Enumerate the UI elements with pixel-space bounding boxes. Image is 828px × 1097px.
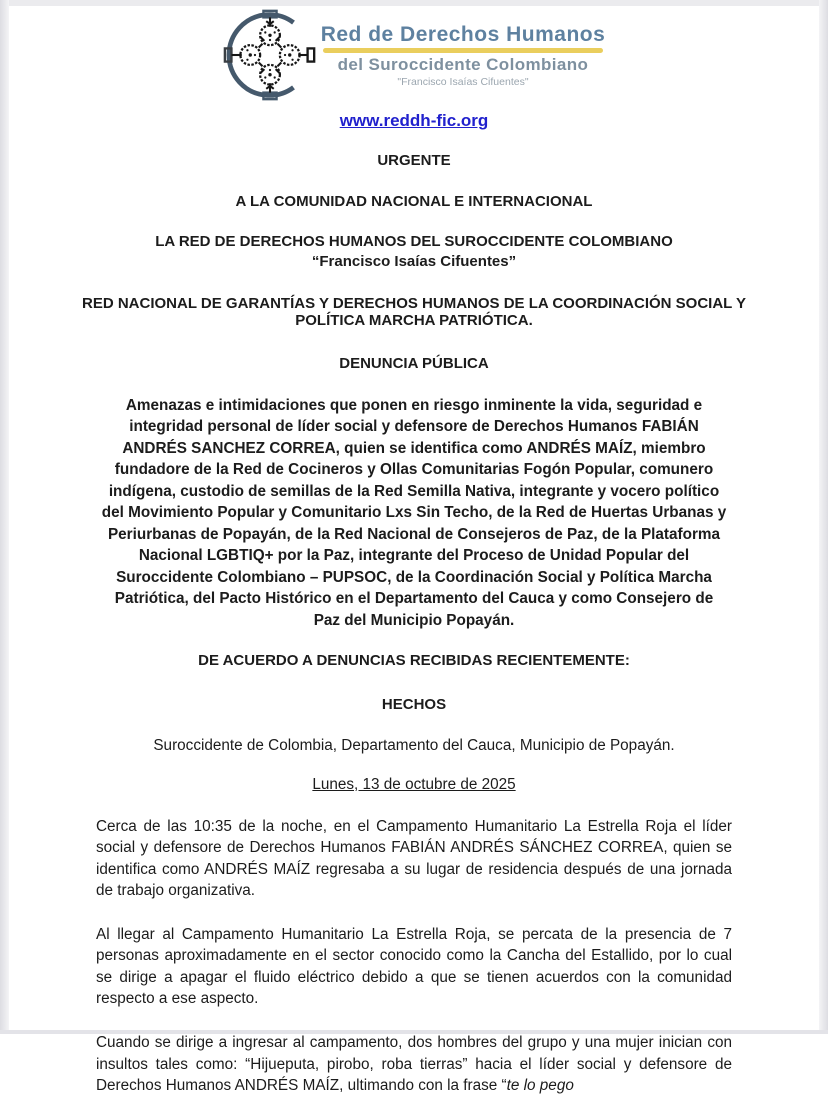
org-tagline: "Francisco Isaías Cifuentes" <box>397 76 529 88</box>
heading-denuncia-publica: DENUNCIA PÚBLICA <box>339 355 489 373</box>
facts-paragraph-3-text: Cuando se dirige a ingresar al campamento, dos hombres del grupo y una mujer inician con insultos tales como: “Hijueputa, pirobo, roba tierras” hacia el líder social y defensore de Derechos Humanos ANDRÉS MAÍZ, ultimando con la frase “ <box>96 1034 732 1095</box>
facts-paragraph-1: Cerca de las 10:35 de la noche, en el Campamento Humanitario La Estrella Roja el líder social y defensore de Derechos Humanos FABIÁN ANDRÉS SÁNCHEZ CORREA, quien se identifica como ANDRÉS MAÍZ regresaba a su lugar de residencia después de una jornada de trabajo organizativa. <box>96 817 732 900</box>
heading-audience: A LA COMUNIDAD NACIONAL E INTERNACIONAL <box>235 192 593 210</box>
facts-paragraph-3 <box>96 1032 732 1097</box>
location-line: Suroccidente de Colombia, Departamento del Cauca, Municipio de Popayán. <box>153 736 675 754</box>
website-link[interactable]: www.reddh-fic.org <box>339 111 489 130</box>
heading-national-network: RED NACIONAL DE GARANTÍAS Y DERECHOS HUMANOS DE LA COORDINACIÓN SOCIAL Y POLÍTICA MARCHA PATRIÓTICA. <box>82 294 746 330</box>
org-underline-bar <box>323 48 604 53</box>
page-edge-left <box>0 0 9 1034</box>
heading-de-acuerdo: DE ACUERDO A DENUNCIAS RECIBIDAS RECIENTEMENTE: <box>198 652 630 670</box>
facts-paragraph-2: Al llegar al Campamento Humanitario La Estrella Roja, se percata de la presencia de 7 personas aproximadamente en el sector conocido como la Cancha del Estallido, por lo cual se dirige a apagar el fluido eléctrico debido a que se tienen acuerdos con la comunidad respecto a ese aspecto. <box>96 925 732 1008</box>
facts-paragraph-3-quote: te lo pego <box>506 1077 574 1095</box>
org-subname: del Suroccidente Colombiano <box>337 55 589 74</box>
org-name: Red de Derechos Humanos <box>320 23 606 46</box>
heading-urgente: URGENTE <box>377 152 451 169</box>
heading-hechos: HECHOS <box>381 695 447 713</box>
heading-network-subtitle: “Francisco Isaías Cifuentes” <box>311 253 517 271</box>
heading-network-title: LA RED DE DERECHOS HUMANOS DEL SUROCCIDENTE COLOMBIANO <box>155 233 673 251</box>
website-row <box>0 111 828 131</box>
letterhead-text <box>321 8 606 88</box>
page-edge-right <box>819 0 828 1034</box>
date-line: Lunes, 13 de octubre de 2025 <box>312 775 516 793</box>
intro-paragraph: Amenazas e intimidaciones que ponen en riesgo inminente la vida, seguridad e integridad personal de líder social y defensore de Derechos Humanos FABIÁN ANDRÉS SANCHEZ CORREA, quien se identifica como ANDRÉS MAÍZ, miembro fundadore de la Red de Cocineros y Ollas Comunitarias Fogón Popular, comunero indígena, custodio de semillas de la Red Semilla Nativa, integrante y vocero político del Movimiento Popular y Comunitario Lxs Sin Techo, de la Red de Huertas Urbanas y Periurbanas de Popayán, de la Red Nacional de Consejeros de Paz, de la Plataforma Nacional LGBTIQ+ por la Paz, integrante del Proceso de Unidad Popular del Suroccidente Colombiano – PUPSOC, de la Coordinación Social y Política Marcha Patriótica, del Pacto Histórico en el Departamento del Cauca y como Consejero de Paz del Municipio Popayán. <box>101 396 727 629</box>
page-edge-bottom <box>0 1030 828 1034</box>
page-edge-top <box>0 0 828 6</box>
letterhead <box>0 8 828 102</box>
org-logo-icon <box>223 8 317 102</box>
